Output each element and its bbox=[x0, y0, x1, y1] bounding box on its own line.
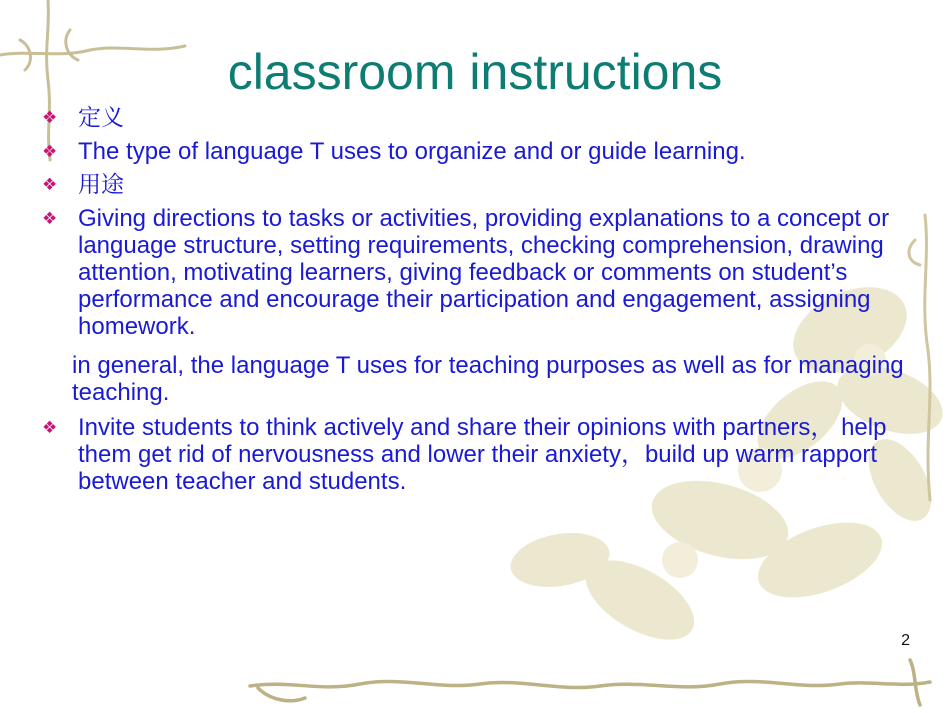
bullet-text: Invite students to think actively and share their opinions with partners， help them get rid of nervousness and lower their anxiety，build up warm rapport between teacher and students. bbox=[78, 414, 887, 495]
slide-content bbox=[40, 104, 920, 501]
diamond-bullet-icon: ❖ bbox=[42, 209, 58, 228]
bullet-item bbox=[40, 138, 920, 165]
bullet-text: Giving directions to tasks or activities, providing explanations to a concept or language structure, setting requirements, checking comprehension, drawing attention, motivating learners, giving feedback or comments on student’s performance and encourage their participation and engagement, assigning homework. bbox=[78, 205, 890, 340]
bullet-item bbox=[40, 205, 920, 340]
bullet-text: The type of language T uses to organize and or guide learning. bbox=[78, 138, 746, 165]
page-number: 2 bbox=[901, 632, 910, 649]
bullet-item bbox=[40, 104, 920, 132]
bullet-item bbox=[40, 414, 920, 495]
bullet-text: 定义 bbox=[78, 105, 124, 131]
diamond-bullet-icon: ❖ bbox=[42, 108, 58, 127]
general-paragraph: in general, the language T uses for teaching purposes as well as for managing teaching. bbox=[72, 352, 904, 406]
diamond-bullet-icon: ❖ bbox=[42, 142, 58, 161]
diamond-bullet-icon: ❖ bbox=[42, 418, 58, 437]
bullet-text: 用途 bbox=[78, 172, 124, 198]
bullet-item bbox=[40, 171, 920, 199]
diamond-bullet-icon: ❖ bbox=[42, 175, 58, 194]
slide-title: classroom instructions bbox=[227, 44, 723, 100]
